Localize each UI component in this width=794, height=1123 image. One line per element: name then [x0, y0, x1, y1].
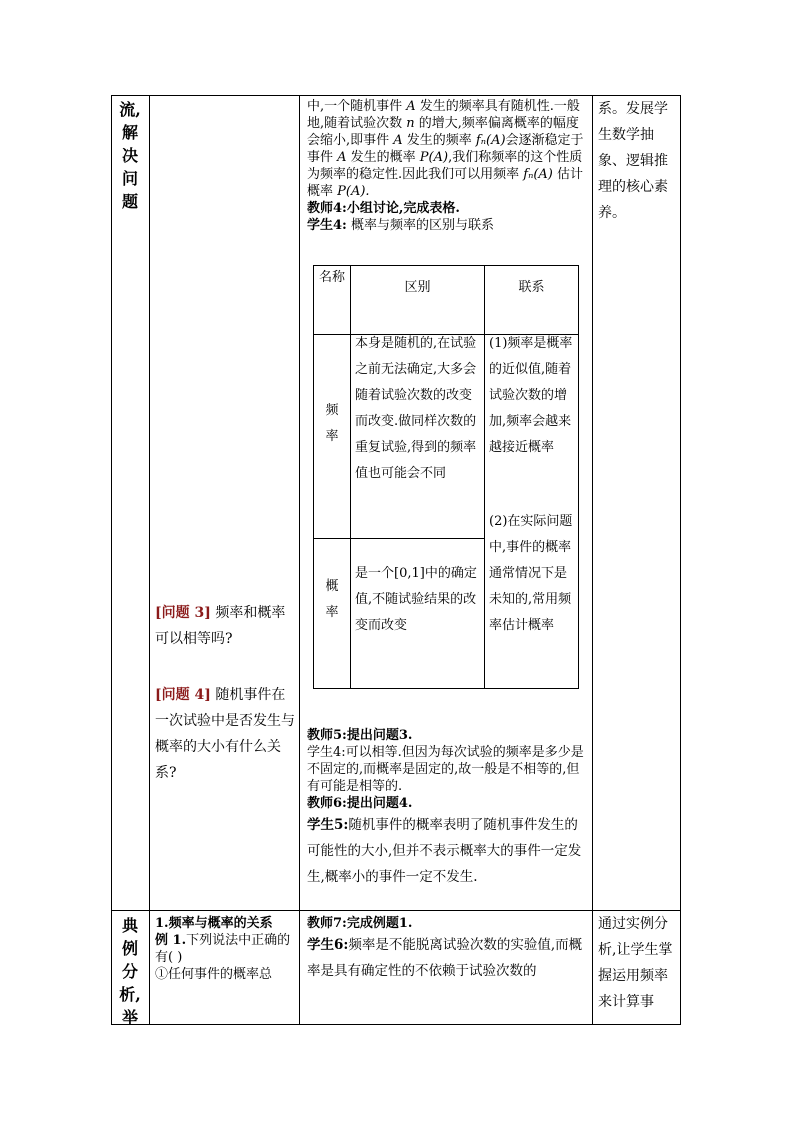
var-fn-a: fₙ(A)	[523, 167, 553, 182]
stage-char: 决	[121, 146, 138, 165]
stage-label-top	[111, 98, 149, 213]
stage-char: 举	[121, 1008, 138, 1027]
student-4	[307, 217, 589, 234]
var-p-a: P(A).	[337, 184, 370, 199]
table-row-divider	[111, 910, 681, 911]
student-6	[307, 932, 589, 984]
student-6-text: 频率是不能脱离试验次数的实验值,而概率是具有确定性的不依赖于试验次数的	[307, 937, 583, 979]
student-4-answer	[307, 744, 589, 795]
question-3-tag: [问题 3]	[155, 605, 211, 621]
teacher-7: 教师7:完成例题1.	[307, 916, 413, 931]
example-text: 下列说法中正确的有( )	[155, 933, 291, 965]
var-a: A	[406, 99, 416, 114]
example-block	[155, 915, 297, 983]
compare-divider-2	[484, 265, 485, 689]
student-5	[307, 812, 589, 890]
table-divider-1	[149, 95, 150, 1025]
example-title: 1.频率与概率的关系	[155, 916, 273, 931]
para-text: 估计概率	[307, 167, 584, 199]
question-4	[155, 682, 297, 786]
compare-border-bottom	[313, 688, 579, 689]
main-text-mid	[307, 727, 589, 890]
compare-header-name: 名称	[318, 270, 345, 285]
compare-border-left	[313, 265, 314, 689]
compare-divider-1	[350, 265, 351, 689]
teacher-6: 教师6:提出问题4.	[307, 796, 413, 811]
goal-text-bottom: 通过实例分析,让学生掌握运用频率来计算事	[598, 916, 673, 1010]
student-4-label: 学生4:	[307, 218, 347, 233]
example-item-1: ①任何事件的概率总	[155, 967, 273, 982]
var-n: n	[406, 116, 415, 131]
compare-row1-diff: 本身是随机的,在试验之前无法确定,大多会随着试验次数的改变而改变.做同样次数的重复试验,得到的频率值也可能会不同	[355, 336, 477, 481]
var-a: A	[393, 133, 403, 148]
compare-header-link: 联系	[518, 280, 545, 295]
stage-label-bottom	[111, 914, 149, 1029]
student-6-label: 学生6:	[307, 937, 349, 953]
student-4-text: 概率与频率的区别与联系	[351, 218, 495, 233]
stage-char: 典	[121, 916, 138, 935]
compare-header-diff: 区别	[404, 280, 431, 295]
para-text: 会逐渐稳定于事件	[307, 133, 584, 165]
compare-border-top	[313, 265, 579, 266]
compare-row1-name: 频率	[325, 403, 339, 444]
compare-row2-diff: 是一个[0,1]中的确定值,不随试验结果的改变而改变	[355, 566, 477, 633]
stage-char: 例	[121, 939, 138, 958]
table-border-left	[111, 95, 112, 1025]
goal-text-top: 系。发展学生数学抽象、逻辑推理的核心素养。	[598, 101, 668, 221]
para-text: 发生的频率具有随机性.一般地,随着试验次数	[307, 99, 580, 131]
student-4-answer-text: 学生4:可以相等.但因为每次试验的频率是多少是不固定的,而概率是固定的,故一般是不相等的,但有可能是相等的.	[307, 745, 584, 794]
stage-char: 流,	[119, 100, 141, 119]
main-text-top	[307, 98, 589, 234]
compare-link-1: (1)频率是概率的近似值,随着试验次数的增加,频率会越来越接近概率	[489, 336, 573, 455]
example-label: 例 1.	[155, 933, 187, 948]
stage-char: 析,	[119, 985, 141, 1004]
student-5-text: 随机事件的概率表明了随机事件发生的可能性的大小,但并不表示概率大的事件一定发生,概率小的事件一定不发生.	[307, 817, 582, 885]
table-divider-3	[592, 95, 593, 1025]
table-border-bottom	[111, 1024, 681, 1025]
stage-char: 问	[121, 169, 138, 188]
compare-table	[313, 265, 579, 689]
var-fn-a: fₙ(A)	[475, 133, 506, 148]
question-4-tag: [问题 4]	[155, 687, 211, 703]
para-text: 中,一个随机事件	[307, 99, 407, 114]
compare-link-2: (2)在实际问题中,事件的概率通常情况下是未知的,常用频率估计概率	[489, 514, 573, 633]
compare-row-divider	[313, 538, 485, 539]
student-5-label: 学生5:	[307, 817, 349, 833]
stage-char: 题	[121, 192, 138, 211]
question-4-text: 随机事件在一次试验中是否发生与概率的大小有什么关系?	[155, 687, 295, 781]
table-border-right	[680, 95, 681, 1025]
var-a: A	[337, 150, 347, 165]
example-1	[155, 932, 297, 966]
stage-char: 分	[121, 962, 138, 981]
para-text: 的增大,频率偏离概率的幅度会缩小,即事件	[307, 116, 579, 148]
para-text: ,我们称频率的这个性质为频率的稳定性.因此我们可以用频率	[307, 150, 583, 182]
stage-char: 解	[121, 123, 138, 142]
frequency-stability-paragraph	[307, 98, 589, 200]
teacher-4: 教师4:小组讨论,完成表格.	[307, 201, 460, 216]
table-divider-2	[299, 95, 300, 1025]
table-border-top	[111, 95, 681, 96]
question-3	[155, 600, 297, 652]
para-text: 发生的概率	[346, 150, 420, 165]
teacher-5: 教师5:提出问题3.	[307, 728, 413, 743]
question-3-text: 频率和概率可以相等吗?	[155, 605, 286, 647]
compare-row2-name: 概率	[325, 579, 339, 620]
compare-border-right	[578, 265, 579, 689]
var-p-a: P(A)	[419, 150, 449, 165]
para-text: 发生的频率	[402, 133, 476, 148]
main-text-bottom	[307, 915, 589, 984]
